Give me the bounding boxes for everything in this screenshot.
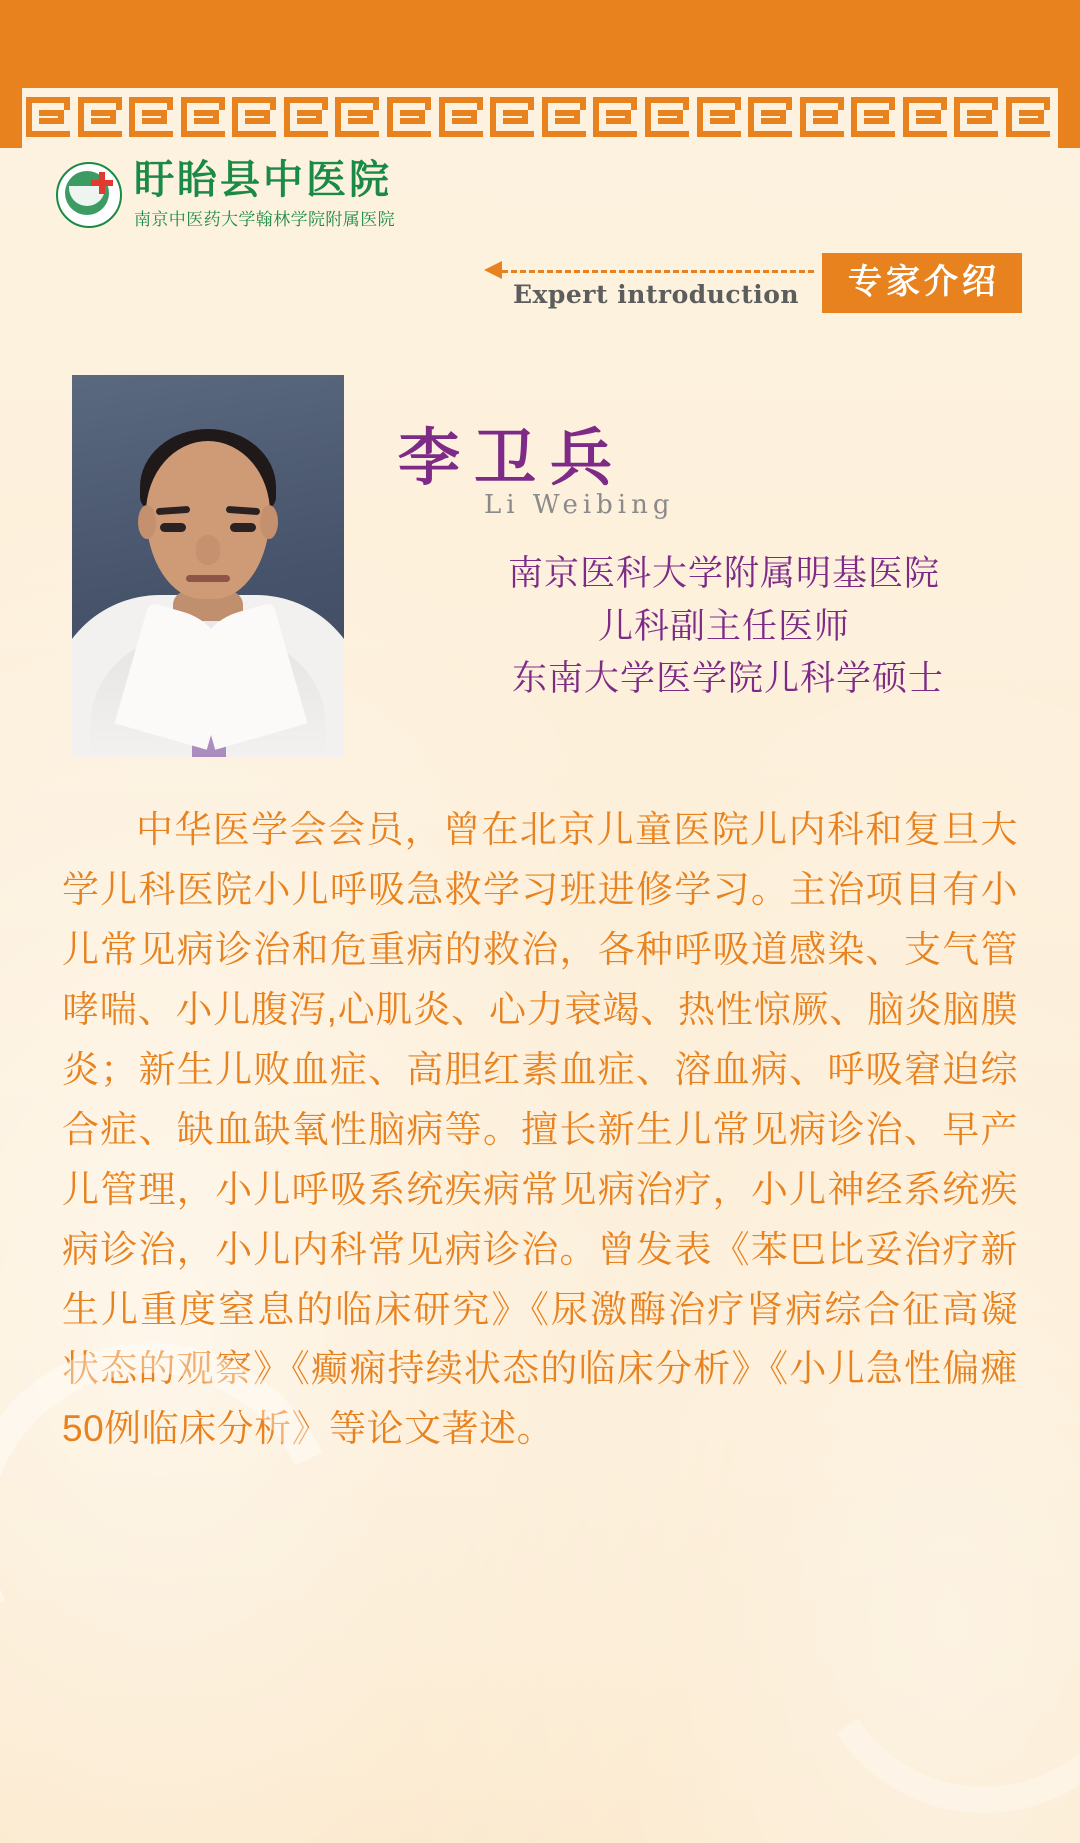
top-orange-band (0, 0, 1080, 88)
expert-titles (404, 548, 1052, 706)
section-title-cn: 专家介绍 (822, 253, 1022, 313)
expert-name-cn: 李卫兵 (398, 421, 627, 494)
meander-ornament-icon (78, 97, 126, 137)
hospital-name-block (134, 158, 395, 230)
meander-ornament-icon (129, 97, 177, 137)
section-title-en: Expert introduction (512, 280, 800, 309)
left-orange-bar (0, 0, 22, 148)
greek-key-frieze (22, 88, 1058, 146)
hospital-circle-cross-icon (56, 162, 122, 228)
dashed-divider (502, 270, 814, 273)
meander-ornament-icon (800, 97, 848, 137)
meander-ornament-icon (439, 97, 487, 137)
meander-ornament-icon (748, 97, 796, 137)
decorative-swirl-right (775, 1428, 1080, 1843)
meander-ornament-icon (903, 97, 951, 137)
meander-ornament-icon (954, 97, 1002, 137)
right-orange-bar (1058, 0, 1080, 148)
hospital-name: 盱眙县中医院 (134, 156, 392, 203)
meander-ornament-icon (851, 97, 899, 137)
section-decoration (484, 252, 814, 314)
doctor-portrait-photo (72, 375, 344, 757)
expert-bio: 中华医学会会员，曾在北京儿童医院儿内科和复旦大学儿科医院小儿呼吸急救学习班进修学习。主治项目有小儿常见病诊治和危重病的救治，各种呼吸道感染、支气管哮喘、小儿腹泻,心肌炎、心力衰竭、热性惊厥、脑炎脑膜炎；新生儿败血症、高胆红素血症、溶血病、呼吸窘迫综合症、缺血缺氧性脑病等。擅长新生儿常见病诊治、早产儿管理，小儿呼吸系统疾病常见病治疗，小儿神经系统疾病诊治，小儿内科常见病诊治。曾发表《苯巴比妥治疗新生儿重度窒息的临床研究》《尿激酶治疗肾病综合征高凝状态的观察》《癫痫持续状态的临床分析》《小儿急性偏瘫50例临床分析》等论文著述。 (62, 809, 1018, 1450)
meander-ornament-icon (181, 97, 229, 137)
meander-ornament-icon (284, 97, 332, 137)
hospital-affiliation: 南京中医药大学翰林学院附属医院 (134, 210, 395, 230)
arrow-left-icon (484, 261, 502, 279)
meander-ornament-icon (593, 97, 641, 137)
meander-ornament-icon (490, 97, 538, 137)
meander-ornament-icon (387, 97, 435, 137)
expert-title-line: 南京医科大学附属明基医院 (507, 554, 940, 594)
meander-ornament-icon (542, 97, 590, 137)
meander-ornament-icon (697, 97, 745, 137)
meander-ornament-icon (335, 97, 383, 137)
meander-ornament-icon (232, 97, 280, 137)
expert-title-line: 儿科副主任医师 (597, 606, 850, 647)
expert-title-line: 东南大学医学院儿科学硕士 (511, 659, 944, 699)
expert-name-en: Li Weibing (484, 490, 675, 520)
meander-ornament-icon (1006, 97, 1054, 137)
meander-ornament-icon (26, 97, 74, 137)
hospital-logo-block (56, 158, 395, 230)
meander-ornament-icon (645, 97, 693, 137)
section-header (484, 252, 1022, 314)
